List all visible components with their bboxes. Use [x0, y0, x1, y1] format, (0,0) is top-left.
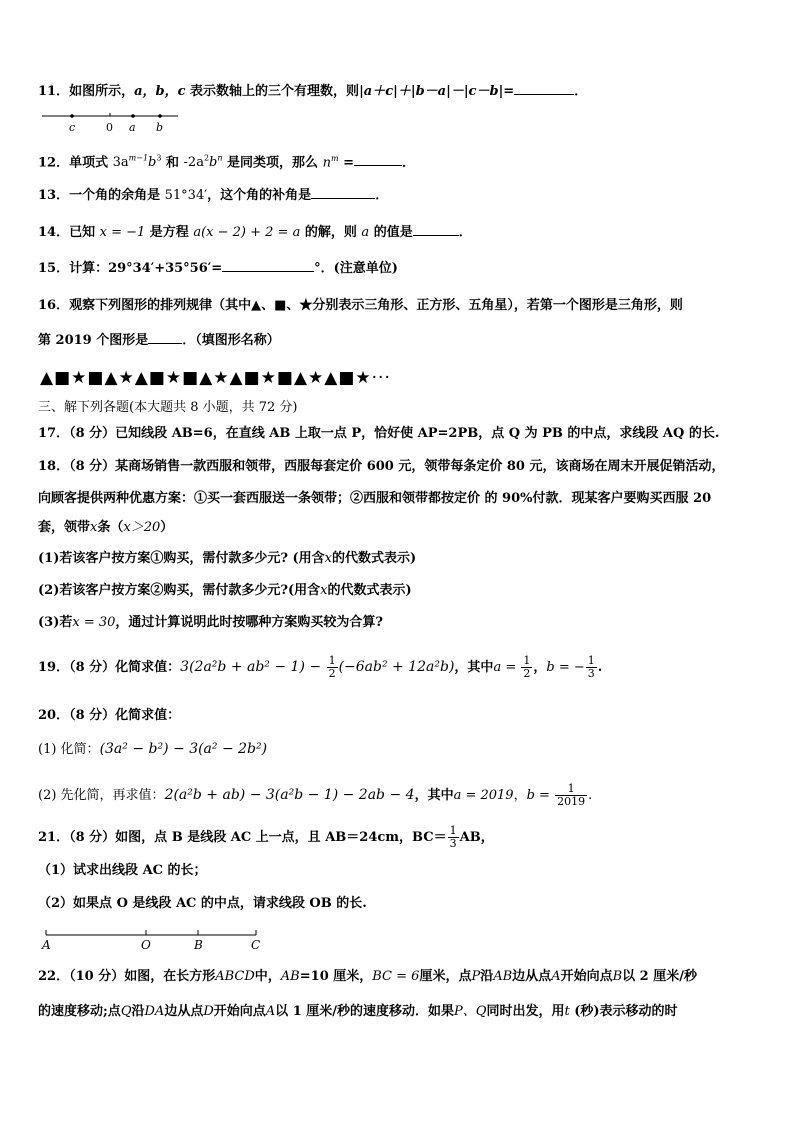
q12-eq: =: [338, 155, 354, 171]
q22-line2-d: 开始向点: [213, 1004, 266, 1019]
q22-a: A: [551, 969, 561, 984]
q18-p2-x: x: [320, 583, 328, 598]
question-20-part1: [38, 740, 267, 759]
q19-b-eq: b = −: [546, 660, 585, 675]
q19-b-denominator: 3: [587, 667, 595, 680]
question-18-part3: [38, 614, 383, 632]
q18-p3-b: ，通过计算说明此时按哪种方案购买较为合算?: [115, 615, 384, 630]
q20-p2-b: b =: [526, 788, 555, 803]
q22-mid6: 开始向点: [560, 969, 613, 984]
point-a-dot: [131, 114, 135, 118]
q20-p2-expr: 2(a²b + ab) − 3(a²b − 1) − 2ab − 4: [164, 787, 415, 803]
question-13: [38, 187, 388, 205]
q20-p2-sep: ，: [513, 788, 527, 803]
q18-p1-x: x: [324, 551, 332, 566]
q18-line3-c: ）: [160, 520, 174, 535]
q19-a-numerator: 1: [523, 654, 531, 667]
answer-blank[interactable]: [514, 94, 574, 95]
q13-tail: ，这个角的补角是: [207, 188, 312, 203]
q20-b-fraction: [555, 783, 587, 808]
question-18-line3: [38, 519, 173, 537]
q22-line2-c: 边从点: [164, 1004, 204, 1019]
q12-and: 和: [161, 155, 184, 171]
point-c-dot: [70, 114, 74, 118]
q18-line3-b: 条（: [97, 520, 124, 535]
q19-b-numerator: 1: [587, 654, 595, 667]
q14-a: a: [361, 225, 370, 240]
question-21: [38, 824, 494, 852]
q22-ab: AB: [280, 969, 300, 984]
q16-line2-a: 第 2019 个图形是: [38, 333, 149, 348]
section-3-heading: 三、解下列各题(本大题共 8 小题，共 72 分): [38, 400, 298, 415]
question-20: 20．（8 分）化简求值：: [38, 708, 181, 723]
question-14: [38, 224, 472, 242]
q21-lead: 21．（8 分）如图，点 B 是线段 AC 上一点，且 AB＝24cm，BC＝: [38, 830, 447, 845]
q20-b-numerator: 1: [555, 783, 587, 796]
q14-lead: 14．已知: [38, 225, 100, 240]
q12-tail: 是同类项，那么: [222, 155, 323, 171]
q12-end: ．: [401, 155, 415, 171]
q22-mid2: =10 厘米，: [299, 969, 373, 984]
q22-pq: P、Q: [454, 1004, 487, 1019]
q19-sep: ，: [533, 660, 547, 675]
label-c: c: [69, 121, 76, 134]
q22-t: t: [564, 1004, 570, 1019]
q18-line3-a: 套，领带: [38, 520, 91, 535]
q22-d: D: [203, 1004, 214, 1019]
q14-eqn: a(x − 2) + 2 = a: [193, 225, 301, 240]
q20-p2-a: a = 2019: [453, 788, 514, 803]
q12-m1-b-sup: 3: [156, 154, 162, 163]
q19-expr2: (−6ab² + 12a²b): [338, 659, 455, 675]
q18-p3-x: x = 30: [72, 615, 116, 630]
q11-expr: |a＋c|＋|b－a|－|c－b|: [359, 84, 504, 99]
answer-blank[interactable]: [311, 198, 375, 199]
answer-blank[interactable]: [148, 343, 182, 344]
question-22-line1: [38, 968, 697, 986]
q19-expr1: 3(2a²b + ab² − 1) −: [180, 659, 326, 675]
q19-half-fraction: [327, 655, 338, 680]
q20-end: .: [588, 788, 593, 803]
q18-p1-b: 的代数式表示): [332, 551, 417, 566]
q15-tail: °．(注意单位): [314, 261, 398, 276]
question-15: [38, 260, 398, 278]
q22-q: Q: [120, 1004, 132, 1019]
question-18-part1: [38, 550, 416, 568]
q11-eq: =: [503, 84, 515, 99]
label-0: 0: [106, 121, 113, 134]
question-19: [38, 652, 602, 683]
q11-end: ．: [574, 84, 588, 99]
seg-label-b: B: [194, 938, 203, 952]
q18-p3-a: (3)若: [38, 615, 73, 630]
q13-angle: 51°34′: [164, 188, 208, 203]
question-22-line2: [38, 1003, 678, 1021]
question-18-part2: [38, 582, 412, 600]
q18-x: x: [90, 520, 98, 535]
q11-mid: 表示数轴上的三个有理数，则: [185, 84, 360, 99]
point-b-dot: [158, 114, 162, 118]
q22-mid7: 以 2 厘米/秒: [622, 969, 698, 984]
shape-sequence: ▲■★■▲★▲■★■▲★▲■★■▲★▲■★···: [40, 368, 391, 388]
q20-p1-label: (1) 化简：: [38, 742, 100, 757]
q19-end: .: [597, 660, 603, 675]
q19-a-eq: a =: [493, 660, 521, 675]
seg-label-a: A: [42, 938, 51, 952]
q20-p2-mid: ，其中: [414, 788, 454, 803]
q12-m2-sup: 2: [203, 154, 210, 163]
question-11: [38, 83, 587, 101]
q12-m1-sup: m−1: [128, 154, 149, 163]
q22-ab2: AB: [493, 969, 513, 984]
q12-m2-b: b: [209, 155, 218, 171]
q11-vars: a，b，c: [134, 84, 186, 99]
question-12: [38, 150, 415, 172]
question-16-line2: [38, 332, 280, 350]
segment-diagram: [38, 925, 268, 955]
q19-mid: ，其中: [454, 660, 494, 675]
q18-p1-a: (1)若该客户按方案①购买，需付款多少元? (用含: [38, 551, 325, 566]
q22-abcd: ABCD: [215, 969, 255, 984]
q14-mid2: 的解，则: [300, 225, 362, 240]
q22-da: DA: [144, 1004, 165, 1019]
question-20-part2: [38, 780, 592, 811]
q12-nm-sup: m: [330, 154, 339, 163]
q19-b-fraction: [586, 655, 597, 680]
question-21-part2: （2）如果点 O 是线段 AC 的中点，请求线段 OB 的长.: [38, 896, 367, 911]
q19-a-denominator: 2: [523, 667, 531, 680]
label-b: b: [156, 121, 164, 134]
q19-half-denominator: 2: [328, 667, 336, 680]
q22-mid1: 中，: [254, 969, 281, 984]
q22-b: B: [612, 969, 623, 984]
q21-tail: AB，: [459, 830, 494, 845]
q12-lead: 12．单项式: [38, 155, 113, 171]
q13-end: ．: [375, 188, 389, 203]
q14-end: ．: [458, 225, 472, 240]
q22-a2: A: [265, 1004, 276, 1019]
question-21-part1: （1）试求出线段 AC 的长；: [38, 863, 207, 878]
q16-line2-b: ．（填图形名称）: [182, 333, 280, 348]
q19-lead: 19．（8 分）化简求值：: [38, 660, 181, 675]
q22-line2-g: (秒)表示移动的时: [569, 1004, 678, 1019]
q12-nm: n: [322, 155, 331, 171]
q22-line2-a: 的速度移动;点: [38, 1004, 121, 1019]
q15-lead: 15．计算：29°34′+35°56′=: [38, 261, 223, 276]
q22-lead: 22．（10 分）如图，在长方形: [38, 969, 216, 984]
q12-m2-b-sup: n: [217, 154, 223, 163]
q22-mid4: 沿: [480, 969, 494, 984]
q22-line2-f: 同时出发，用: [486, 1004, 565, 1019]
q14-mid1: 是方程: [145, 225, 194, 240]
q18-p2-a: (2)若该客户按方案②购买，需付款多少元?(用含: [38, 583, 321, 598]
q22-mid3: 厘米，点: [419, 969, 472, 984]
q18-p2-b: 的代数式表示): [327, 583, 412, 598]
q21-denominator: 3: [449, 837, 457, 850]
q12-m1: 3a: [112, 155, 129, 171]
q11-lead: 11．如图所示，: [38, 84, 135, 99]
q22-p: P: [471, 969, 481, 984]
question-17: 17．（8 分）已知线段 AB=6，在直线 AB 上取一点 P，恰好使 AP=2PB，点 Q 为 PB 的中点，求线段 AQ 的长.: [38, 426, 720, 441]
label-a: a: [129, 121, 136, 134]
q20-p2-label: (2) 先化简，再求值：: [38, 788, 165, 803]
q22-bc: BC = 6: [372, 969, 420, 984]
q14-tail: 的值是: [369, 225, 413, 240]
seg-label-o: O: [141, 938, 151, 952]
answer-blank[interactable]: [222, 271, 314, 272]
question-18-line2: 向顾客提供两种优惠方案：①买一套西服送一条领带；②西服和领带都按定价 的 90%付款．现某客户要购买西服 20: [38, 491, 712, 506]
q20-b-denominator: 2019: [557, 795, 586, 808]
q21-numerator: 1: [449, 824, 457, 837]
q19-a-fraction: [521, 655, 532, 680]
answer-blank[interactable]: [413, 235, 459, 236]
q14-x: x = −1: [99, 225, 146, 240]
q13-lead: 13．一个角的余角是: [38, 188, 165, 203]
q19-half-numerator: 1: [328, 654, 336, 667]
question-18-line1: 18．（8 分）某商场销售一款西服和领带，西服每套定价 600 元，领带每条定价 80 元，该商场在周末开展促销活动，: [38, 459, 725, 474]
answer-blank[interactable]: [354, 165, 402, 166]
q18-cond: x＞20: [123, 520, 161, 535]
number-line: [40, 110, 180, 136]
seg-label-c: C: [251, 938, 261, 952]
q22-line2-b: 沿: [131, 1004, 145, 1019]
q12-m2: -2a: [183, 155, 204, 171]
q12-m1-b: b: [148, 155, 157, 171]
q20-p1-expr: (3a² − b²) − 3(a² − 2b²): [99, 741, 268, 757]
q22-mid5: 边从点: [512, 969, 552, 984]
q22-line2-e: 以 1 厘米/秒的速度移动．如果: [275, 1004, 455, 1019]
q21-fraction: [448, 825, 459, 850]
question-16-line1: 16．观察下列图形的排列规律（其中▲、■、★分别表示三角形、正方形、五角星），若第一个图形是三角形，则: [38, 298, 683, 313]
